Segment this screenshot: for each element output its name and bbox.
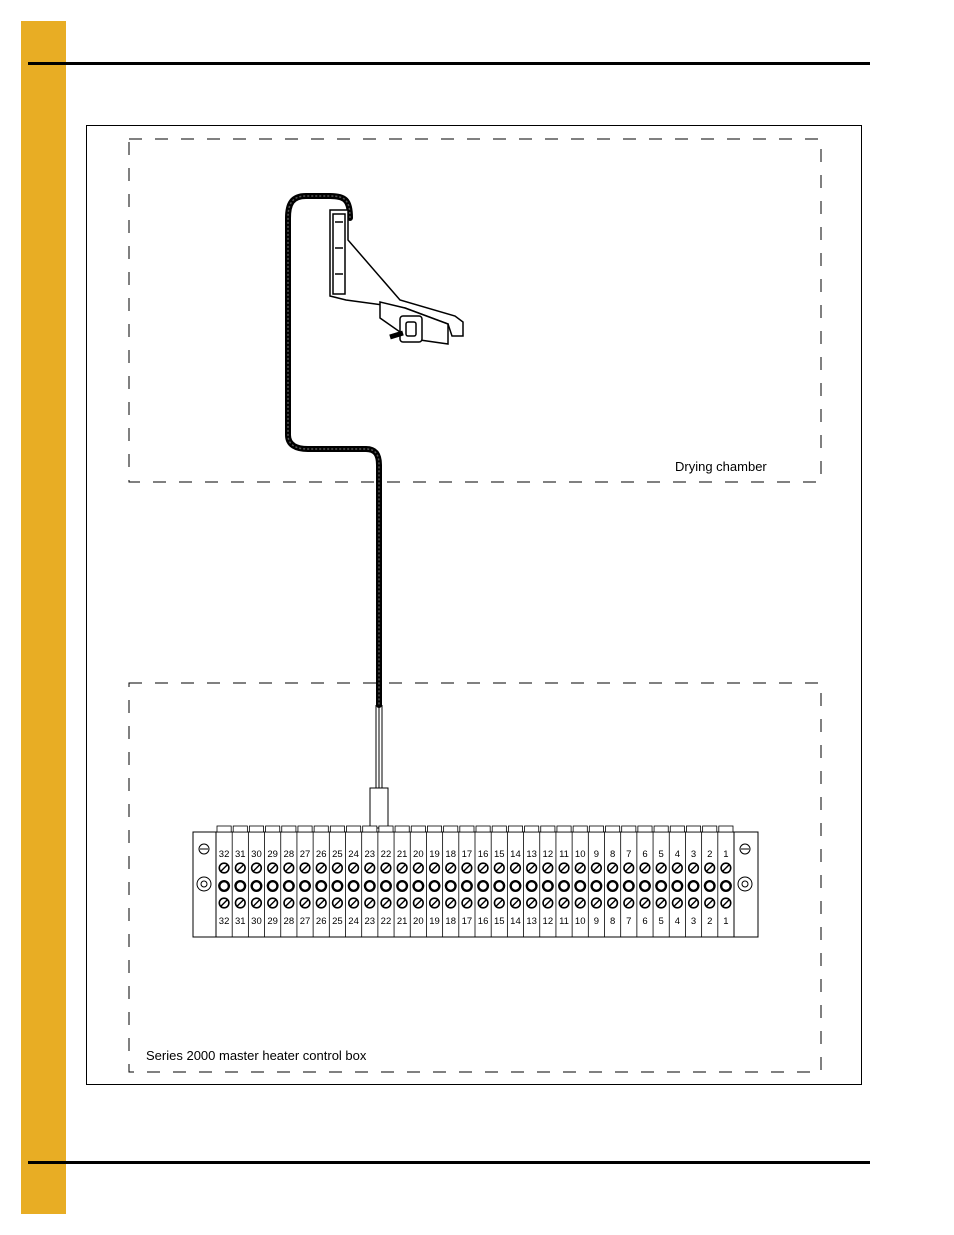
terminal-number: 16 <box>477 849 489 860</box>
terminal-number: 32 <box>218 916 230 927</box>
terminal-number: 26 <box>315 849 327 860</box>
terminal-number: 5 <box>658 849 664 860</box>
terminal-number: 3 <box>690 849 697 860</box>
terminal-number: 4 <box>674 916 680 927</box>
terminal-number: 27 <box>299 916 311 927</box>
terminal-number: 5 <box>658 916 664 927</box>
terminal-number: 31 <box>234 849 246 860</box>
terminal-number: 19 <box>429 916 440 927</box>
terminal-number: 25 <box>332 849 343 860</box>
terminal-number: 28 <box>283 916 295 927</box>
terminal-number: 25 <box>332 916 343 927</box>
terminal-number: 29 <box>267 849 278 860</box>
terminal-number: 18 <box>445 849 457 860</box>
terminal-number: 16 <box>477 916 489 927</box>
terminal-number: 31 <box>234 916 246 927</box>
terminal-number: 13 <box>526 916 537 927</box>
terminal-number: 15 <box>493 916 505 927</box>
terminal-number: 14 <box>510 849 521 860</box>
terminal-number: 30 <box>251 916 262 927</box>
terminal-number: 24 <box>348 849 359 860</box>
terminal-number: 19 <box>429 849 440 860</box>
terminal-number: 26 <box>315 916 327 927</box>
terminal-number: 23 <box>364 916 376 927</box>
terminal-number: 30 <box>251 849 262 860</box>
terminal-number: 28 <box>283 849 295 860</box>
terminal-number: 6 <box>642 916 648 927</box>
terminal-number: 23 <box>364 849 376 860</box>
terminal-number: 4 <box>674 849 680 860</box>
terminal-number: 1 <box>723 849 729 860</box>
terminal-number: 20 <box>413 916 424 927</box>
terminal-number: 3 <box>690 916 697 927</box>
terminal-number: 32 <box>218 849 230 860</box>
drying-chamber-label: Drying chamber <box>675 459 767 474</box>
terminal-number: 7 <box>626 916 632 927</box>
terminal-number: 21 <box>396 916 408 927</box>
terminal-number: 6 <box>642 849 648 860</box>
control-box-label: Series 2000 master heater control box <box>146 1048 367 1063</box>
terminal-number: 8 <box>609 849 616 860</box>
terminal-number: 17 <box>461 849 473 860</box>
terminal-number: 12 <box>542 849 554 860</box>
terminal-number: 9 <box>593 916 600 927</box>
terminal-number: 15 <box>493 849 505 860</box>
drying-chamber-zone <box>129 139 821 482</box>
terminal-number: 29 <box>267 916 278 927</box>
terminal-number: 14 <box>510 916 521 927</box>
terminal-number: 24 <box>348 916 359 927</box>
terminal-strip <box>193 826 758 937</box>
terminal-number: 13 <box>526 849 537 860</box>
terminal-number: 11 <box>559 849 569 860</box>
terminal-number: 10 <box>574 849 586 860</box>
terminal-number: 10 <box>574 916 586 927</box>
terminal-number: 21 <box>396 849 408 860</box>
terminal-number: 7 <box>626 849 632 860</box>
terminal-number: 17 <box>461 916 473 927</box>
terminal-number: 20 <box>413 849 424 860</box>
terminal-number: 22 <box>380 849 392 860</box>
terminal-number: 22 <box>380 916 392 927</box>
terminal-number: 1 <box>723 916 729 927</box>
terminal-number: 27 <box>299 849 311 860</box>
terminal-number: 2 <box>707 916 713 927</box>
terminal-number: 2 <box>707 849 713 860</box>
terminal-number: 11 <box>559 916 569 927</box>
terminal-number: 18 <box>445 916 457 927</box>
terminal-number: 12 <box>542 916 554 927</box>
sensor-bracket-icon <box>330 210 463 344</box>
terminal-number: 9 <box>593 849 600 860</box>
terminal-number: 8 <box>609 916 616 927</box>
